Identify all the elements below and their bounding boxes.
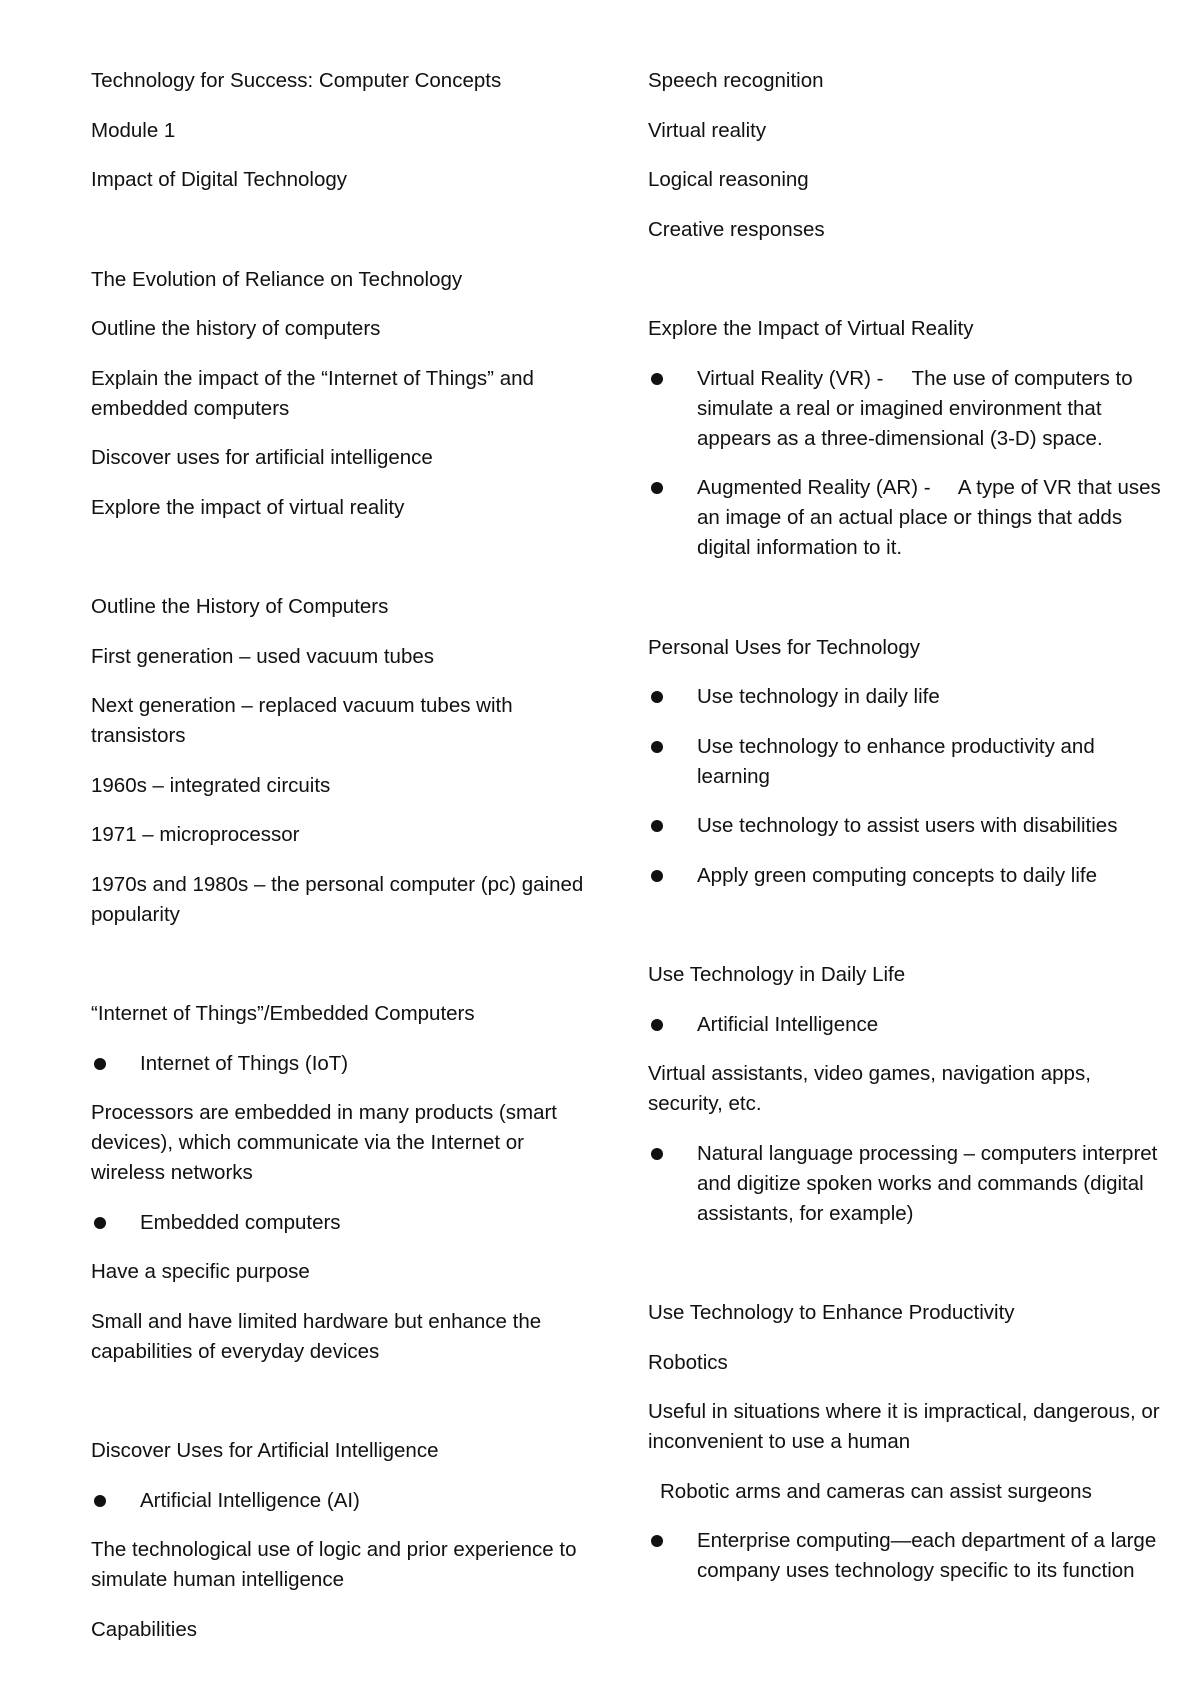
history-heading: Outline the History of Computers xyxy=(91,595,389,618)
capability-item: Speech recognition xyxy=(648,69,824,92)
bullet-text: Artificial Intelligence (AI) xyxy=(140,1488,360,1512)
capability-item: Creative responses xyxy=(648,217,825,241)
bullet-text: Virtual Reality (VR) - The use of computers to simulate a real or imagined environment that appears as a three-dimensional (3-D) space. xyxy=(697,366,1139,450)
bullet-text: Natural language processing – computers interpret and digitize spoken works and commands (digital assistants, for example) xyxy=(697,1141,1158,1225)
history-item: 1971 – microprocessor xyxy=(91,823,300,846)
bullet-item xyxy=(648,473,1170,563)
bullet-dot-icon xyxy=(94,1058,106,1070)
capability-item: Virtual reality xyxy=(648,118,767,142)
bullet-text: Enterprise computing—each department of a large company uses technology specific to its function xyxy=(697,1529,1157,1582)
vr-heading: Explore the Impact of Virtual Reality xyxy=(648,317,974,340)
personal-heading: Personal Uses for Technology xyxy=(648,635,920,659)
daily-description: Virtual assistants, video games, navigation apps, security, etc. xyxy=(648,1062,1091,1115)
embedded-description: Small and have limited hardware but enhance the capabilities of everyday devices xyxy=(91,1309,542,1363)
bullet-dot-icon xyxy=(651,482,663,494)
iot-description: Processors are embedded in many products (smart devices), which communicate via the Internet or wireless networks xyxy=(91,1101,558,1184)
history-item: 1970s and 1980s – the personal computer (pc) gained popularity xyxy=(91,872,584,926)
evolution-item: Discover uses for artificial intelligence xyxy=(91,446,433,469)
bullet-dot-icon xyxy=(651,1535,663,1547)
bullet-dot-icon xyxy=(651,691,663,703)
embedded-purpose: Have a specific purpose xyxy=(91,1260,310,1283)
capability-item: Logical reasoning xyxy=(648,168,809,191)
iot-heading: “Internet of Things”/Embedded Computers xyxy=(91,1002,475,1025)
bullet-item xyxy=(91,1208,591,1238)
bullet-item xyxy=(648,1010,1170,1040)
evolution-item: Outline the history of computers xyxy=(91,317,381,340)
right-column xyxy=(648,66,1170,1606)
bullet-dot-icon xyxy=(651,1019,663,1031)
bullet-item xyxy=(648,861,1170,891)
ai-description: The technological use of logic and prior experience to simulate human intelligence xyxy=(91,1538,577,1591)
bullet-item xyxy=(648,364,1170,454)
evolution-item: Explain the impact of the “Internet of Things” and embedded computers xyxy=(91,366,534,420)
bullet-text: Augmented Reality (AR) - A type of VR that uses an image of an actual place or things that adds digital information to it. xyxy=(697,476,1167,559)
bullet-item xyxy=(648,811,1170,841)
bullet-dot-icon xyxy=(94,1495,106,1507)
bullet-dot-icon xyxy=(651,870,663,882)
history-item: First generation – used vacuum tubes xyxy=(91,644,434,668)
history-item: 1960s – integrated circuits xyxy=(91,773,331,797)
bullet-text: Use technology in daily life xyxy=(697,685,940,708)
productivity-heading: Use Technology to Enhance Productivity xyxy=(648,1301,1015,1324)
bullet-dot-icon xyxy=(94,1217,106,1229)
bullet-item xyxy=(91,1049,591,1079)
bullet-text: Artificial Intelligence xyxy=(697,1012,879,1036)
history-item: Next generation – replaced vacuum tubes with transistors xyxy=(91,694,513,747)
daily-heading: Use Technology in Daily Life xyxy=(648,963,906,986)
bullet-text: Use technology to assist users with disabilities xyxy=(697,814,1118,837)
bullet-text: Apply green computing concepts to daily life xyxy=(697,863,1097,887)
capabilities-label: Capabilities xyxy=(91,1617,197,1641)
bullet-dot-icon xyxy=(651,741,663,753)
evolution-heading: The Evolution of Reliance on Technology xyxy=(91,267,463,291)
document-title: Technology for Success: Computer Concepts xyxy=(91,69,502,92)
bullet-text: Embedded computers xyxy=(140,1210,341,1234)
module-title: Impact of Digital Technology xyxy=(91,168,348,191)
bullet-dot-icon xyxy=(651,820,663,832)
robotics-label: Robotics xyxy=(648,1350,728,1374)
bullet-item xyxy=(648,1139,1170,1229)
robotics-example: Robotic arms and cameras can assist surgeons xyxy=(660,1479,1092,1503)
ai-heading: Discover Uses for Artificial Intelligence xyxy=(91,1439,439,1462)
bullet-dot-icon xyxy=(651,373,663,385)
bullet-text: Use technology to enhance productivity and learning xyxy=(697,734,1095,788)
module-label: Module 1 xyxy=(91,118,176,142)
bullet-item xyxy=(91,1486,591,1516)
bullet-item xyxy=(648,1526,1170,1586)
bullet-item xyxy=(648,682,1170,712)
evolution-item: Explore the impact of virtual reality xyxy=(91,495,405,519)
bullet-text: Internet of Things (IoT) xyxy=(140,1051,349,1075)
left-column xyxy=(91,66,591,1664)
bullet-item xyxy=(648,732,1170,792)
bullet-dot-icon xyxy=(651,1148,663,1160)
robotics-description: Useful in situations where it is impractical, dangerous, or inconvenient to use a human xyxy=(648,1400,1160,1453)
